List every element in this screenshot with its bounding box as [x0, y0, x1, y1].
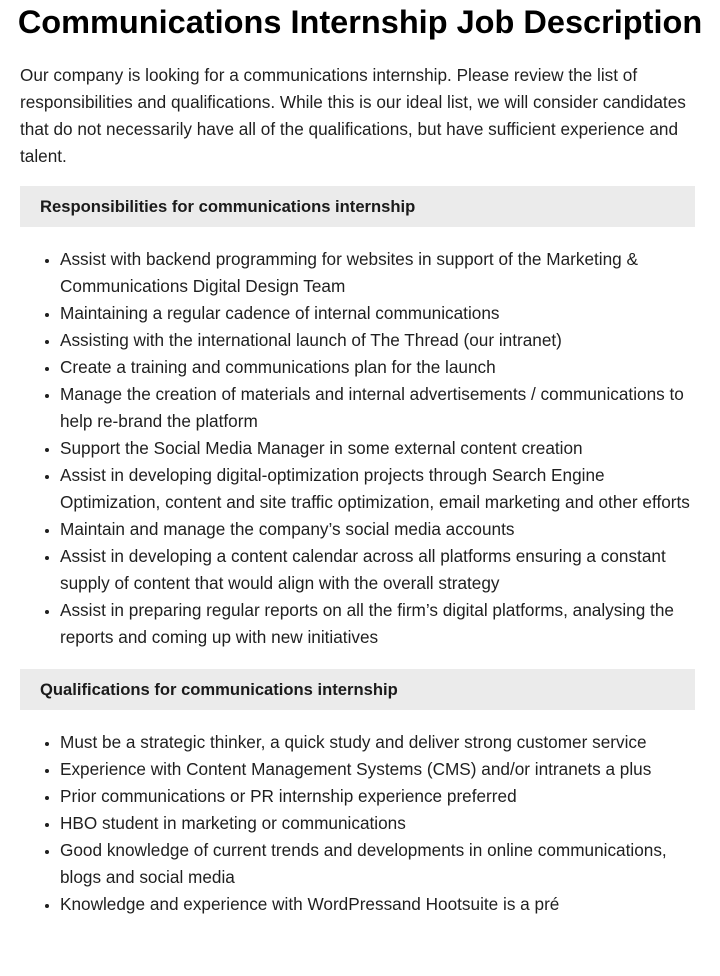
- list-item: • Prior communications or PR internship experience preferred: [60, 783, 700, 810]
- responsibilities-list: [20, 246, 700, 651]
- responsibilities-section-header: [20, 186, 695, 227]
- list-item: • Experience with Content Management Systems (CMS) and/or intranets a plus: [60, 756, 700, 783]
- page-title: Communications Internship Job Description: [17, 4, 703, 40]
- qualifications-list: [20, 729, 700, 918]
- responsibilities-heading: Responsibilities for communications internship: [40, 196, 416, 216]
- list-item: • Knowledge and experience with WordPressand Hootsuite is a pré: [60, 891, 700, 918]
- list-item: • Good knowledge of current trends and developments in online communications, blogs and social media: [60, 837, 700, 891]
- list-item: • Maintaining a regular cadence of internal communications: [60, 300, 700, 327]
- list-item: • Maintain and manage the company’s social media accounts: [60, 516, 700, 543]
- list-item: • Assist in developing digital-optimization projects through Search Engine Optimization, content and site traffic optimization, email marketing and other efforts: [60, 462, 700, 516]
- intro-paragraph: Our company is looking for a communications internship. Please review the list of responsibilities and qualifications. While this is our ideal list, we will consider candidates that do not necessarily have all of the qualifications, but have sufficient experience and talent.: [20, 65, 686, 166]
- list-item: • Create a training and communications plan for the launch: [60, 354, 700, 381]
- qualifications-section-header: [20, 669, 695, 710]
- list-item: • HBO student in marketing or communications: [60, 810, 700, 837]
- list-item: • Support the Social Media Manager in some external content creation: [60, 435, 700, 462]
- list-item: • Assist with backend programming for websites in support of the Marketing & Communications Digital Design Team: [60, 246, 700, 300]
- list-item: • Assisting with the international launch of The Thread (our intranet): [60, 327, 700, 354]
- list-item: • Manage the creation of materials and internal advertisements / communications to help re-brand the platform: [60, 381, 700, 435]
- list-item: • Assist in developing a content calendar across all platforms ensuring a constant supply of content that would align with the overall strategy: [60, 543, 700, 597]
- list-item: • Must be a strategic thinker, a quick study and deliver strong customer service: [60, 729, 700, 756]
- list-item: • Assist in preparing regular reports on all the firm’s digital platforms, analysing the reports and coming up with new initiatives: [60, 597, 700, 651]
- qualifications-heading: Qualifications for communications internship: [40, 679, 398, 699]
